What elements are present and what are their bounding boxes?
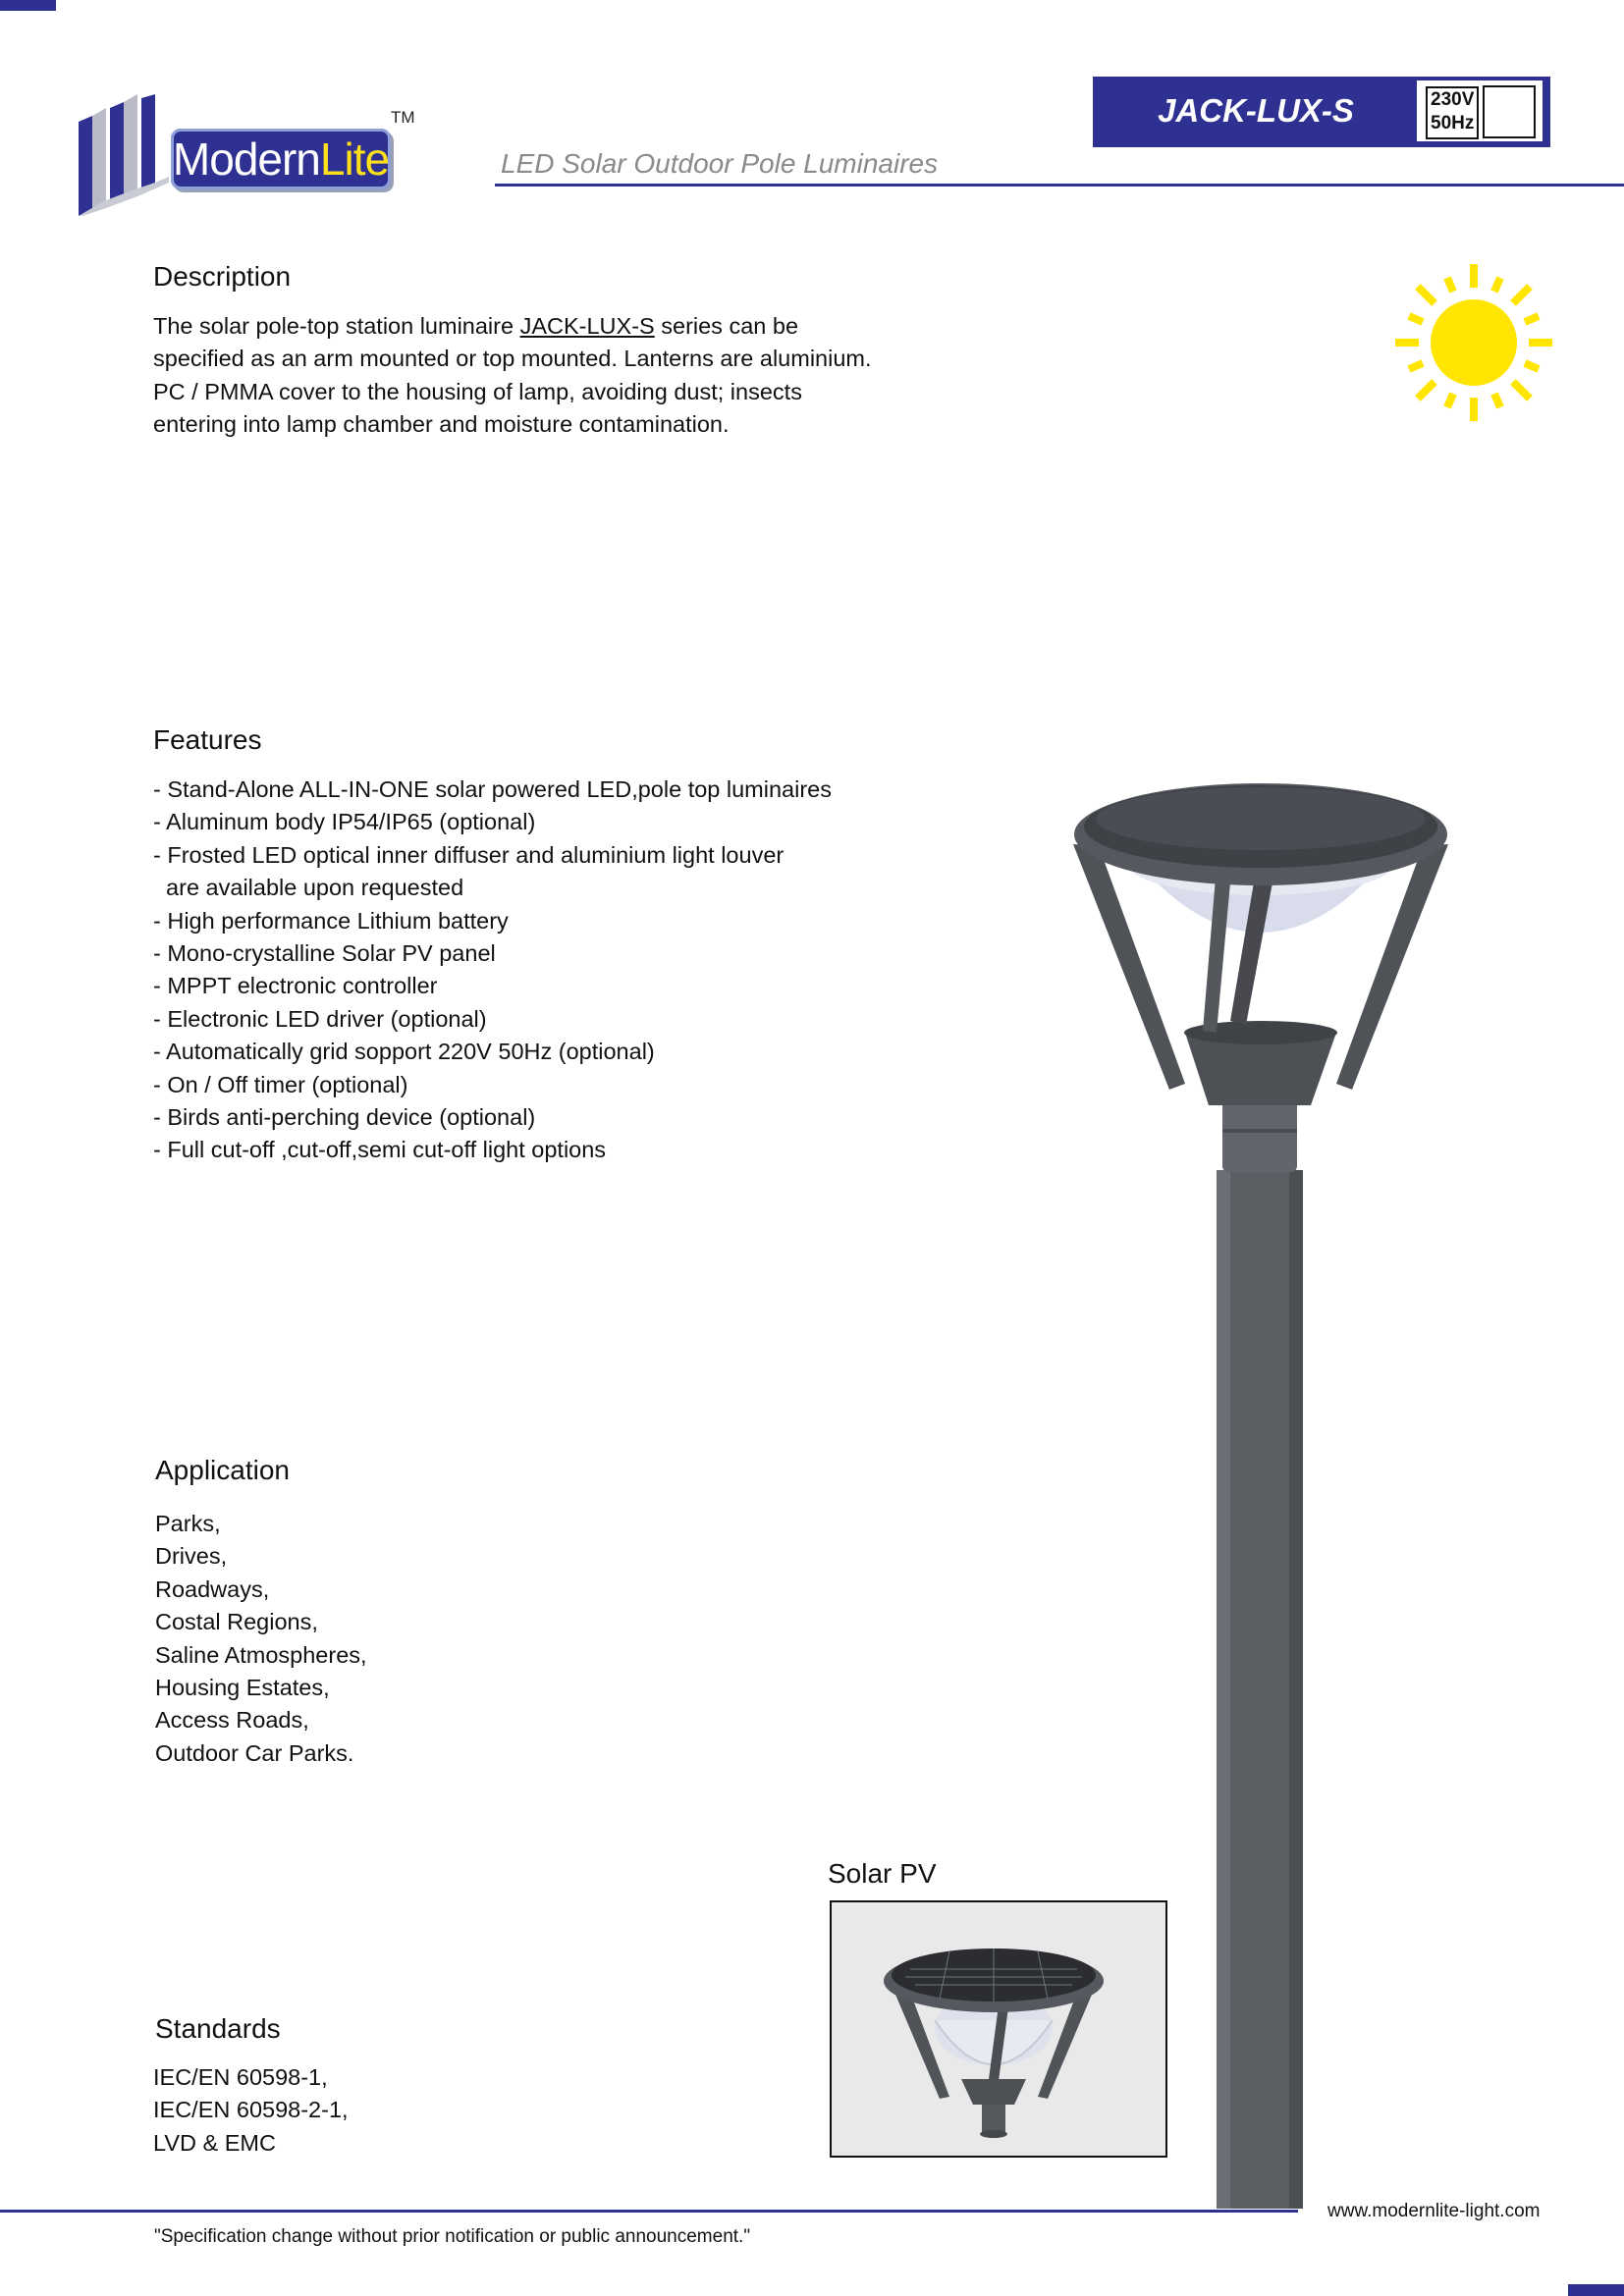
list-item: are available upon requested <box>153 875 464 901</box>
list-item: - Frosted LED optical inner diffuser and aluminium light louver <box>153 841 785 868</box>
standards-list <box>153 2061 349 2160</box>
list-item: - Stand-Alone ALL-IN-ONE solar powered LED,pole top luminaires <box>153 776 832 802</box>
specification-disclaimer: "Specification change without prior notification or public announcement." <box>154 2226 751 2247</box>
list-item: - Electronic LED driver (optional) <box>153 1005 487 1032</box>
voltage-badge <box>1426 86 1479 139</box>
solar-pv-heading: Solar PV <box>828 1858 937 1889</box>
application-list <box>155 1508 367 1770</box>
description-line-4: entering into lamp chamber and moisture contamination. <box>153 411 730 438</box>
logo-text-modern: Modern <box>172 133 320 185</box>
features-list <box>153 774 832 1167</box>
list-item: IEC/EN 60598-2-1, <box>153 2097 349 2123</box>
sun-icon <box>1394 263 1553 422</box>
features-heading: Features <box>153 724 262 755</box>
list-item: - Birds anti-perching device (optional) <box>153 1104 536 1131</box>
model-name: JACK-LUX-S <box>1158 92 1354 129</box>
description-text <box>153 310 958 442</box>
list-item: Housing Estates, <box>155 1675 330 1701</box>
list-item: - Mono-crystalline Solar PV panel <box>153 940 496 967</box>
logo-text-lite: Lite <box>319 133 390 185</box>
description-heading: Description <box>153 261 292 292</box>
website-url[interactable]: www.modernlite-light.com <box>1327 2201 1541 2221</box>
footer-divider <box>0 2210 1298 2213</box>
certification-box-empty <box>1483 85 1536 138</box>
application-heading: Application <box>155 1455 290 1485</box>
list-item: - Automatically grid sopport 220V 50Hz (optional) <box>153 1039 655 1065</box>
list-item: Roadways, <box>155 1575 270 1602</box>
modernlite-logo-mark <box>75 94 173 216</box>
list-item: IEC/EN 60598-1, <box>153 2064 328 2090</box>
list-item: - High performance Lithium battery <box>153 907 509 934</box>
voltage-value: 230V <box>1431 89 1475 110</box>
description-line-2: specified as an arm mounted or top mounted. Lanterns are aluminium. <box>153 346 872 372</box>
list-item: Saline Atmospheres, <box>155 1641 367 1668</box>
page-subtitle: LED Solar Outdoor Pole Luminaires <box>501 148 939 179</box>
description-line-1 <box>153 310 958 343</box>
description-line-3: PC / PMMA cover to the housing of lamp, avoiding dust; insects <box>153 378 802 404</box>
list-item: Costal Regions, <box>155 1609 318 1635</box>
list-item: - Full cut-off ,cut-off,semi cut-off light options <box>153 1137 607 1163</box>
description-model-ref: JACK-LUX-S <box>519 313 655 339</box>
modernlite-logo <box>171 129 391 189</box>
trademark-symbol: TM <box>391 108 415 127</box>
list-item: LVD & EMC <box>153 2129 276 2156</box>
frequency-value: 50Hz <box>1431 113 1475 133</box>
corner-accent-top <box>0 0 56 11</box>
list-item: Access Roads, <box>155 1707 309 1734</box>
list-item: - MPPT electronic controller <box>153 973 438 999</box>
standards-heading: Standards <box>155 2013 281 2044</box>
list-item: Outdoor Car Parks. <box>155 1739 354 1766</box>
description-line-1-end: series can be <box>654 313 799 339</box>
description-line-1-start: The solar pole-top station luminaire <box>153 313 520 339</box>
list-item: - On / Off timer (optional) <box>153 1071 408 1097</box>
list-item: - Aluminum body IP54/IP65 (optional) <box>153 809 536 835</box>
pole-lamp-illustration <box>1065 775 1458 2209</box>
list-item: Parks, <box>155 1511 221 1536</box>
corner-accent-bottom <box>1568 2284 1624 2296</box>
list-item: Drives, <box>155 1543 228 1570</box>
header-divider <box>495 184 1624 187</box>
